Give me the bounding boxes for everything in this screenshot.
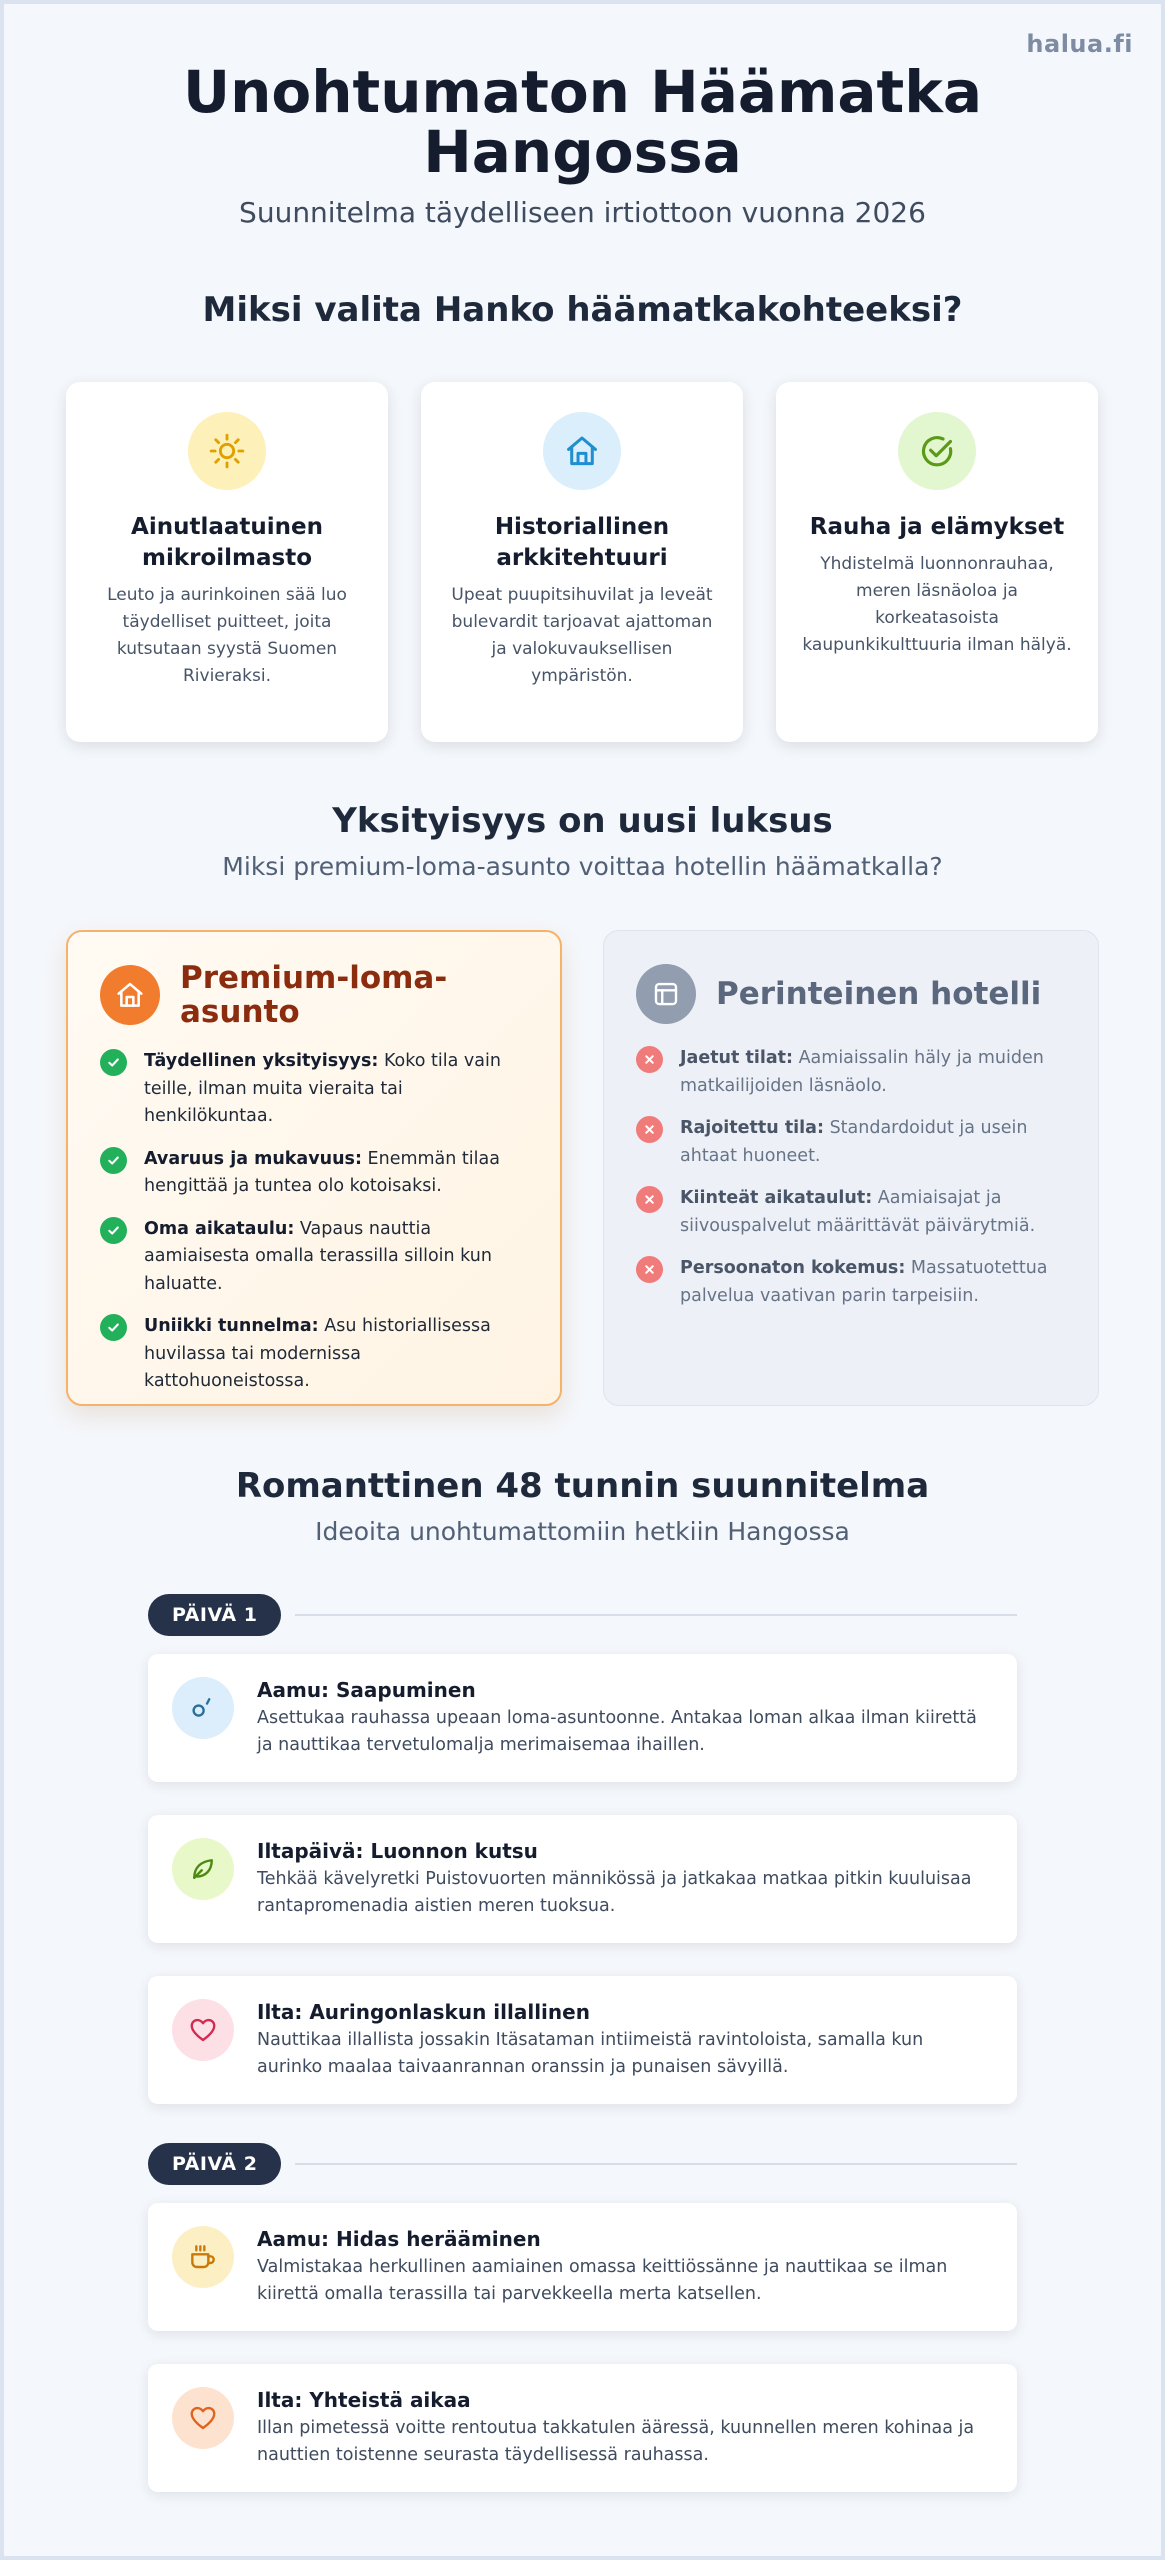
checkmark-icon [100,1147,127,1174]
check-circle-icon [898,412,976,490]
cross-icon [636,1186,663,1213]
divider-line [295,1614,1017,1616]
benefit-label: Oma aikataulu: [144,1218,295,1239]
feature-title: Historiallinen arkkitehtuuri [494,514,670,571]
drawback-text: Massatuotettua palvelua vaativan parin tarpeisiin. [680,1258,1048,1306]
checkmark-icon [100,1314,127,1341]
privacy-section-title: Yksityisyys on uusi luksus [332,801,833,841]
premium-title: Premium-loma-asunto [180,960,448,1030]
benefit-label: Avaruus ja mukavuus: [144,1148,362,1169]
feature-card-climate [66,382,388,742]
sun-icon [188,412,266,490]
list-item [100,1146,528,1201]
itinerary-title: Aamu: Hidas herääminen [257,2227,541,2251]
drawback-label: Jaetut tilat: [680,1048,794,1068]
privacy-section-subtitle: Miksi premium-loma-asunto voittaa hotellin häämatkalla? [222,852,943,881]
itinerary-item [148,1654,1017,1782]
list-item [636,1255,1066,1310]
hero [0,58,1165,229]
feature-card-architecture [421,382,743,742]
divider-line [295,2163,1017,2165]
itinerary-item [148,2364,1017,2492]
hotel-building-icon [636,964,696,1024]
drawback-text: Standardoidut ja usein ahtaat huoneet. [680,1118,1028,1166]
brand-logo[interactable]: halua.fi [1026,30,1133,58]
heart-icon [172,1999,234,2061]
house-icon [100,965,160,1025]
itinerary-item [148,1976,1017,2104]
page-subtitle: Suunnitelma täydelliseen irtiottoon vuonna 2026 [239,196,926,229]
drawback-label: Kiinteät aikataulut: [680,1188,873,1208]
itinerary-text: Nauttikaa illallista jossakin Itäsataman intiimeistä ravintoloista, samalla kun aurinko maalaa taivaanrannan oranssin ja punaisen sävyillä. [257,2030,924,2077]
feature-card-peace [776,382,1098,742]
drawback-text: Aamiaisajat ja siivouspalvelut määrittävät päivärytmiä. [680,1188,1036,1236]
sunrise-icon [172,1677,234,1739]
itinerary-text: Illan pimetessä voitte rentoutua takkatulen ääressä, kuunnellen meren kohinaa ja nauttien toistenne seurasta täydellisessä rauhassa. [257,2418,975,2465]
hotel-comparison-card [603,930,1099,1406]
itinerary-title: Ilta: Yhteistä aikaa [257,2388,471,2412]
cross-icon [636,1116,663,1143]
benefit-label: Uniikki tunnelma: [144,1316,319,1336]
itinerary-item [148,1815,1017,1943]
hotel-drawback-list [636,1045,1066,1310]
list-item [636,1045,1066,1100]
drawback-label: Persoonaton kokemus: [680,1258,906,1278]
benefit-text: Asu historiallisessa huvilassa tai modernissa kattohuoneistossa. [144,1316,491,1391]
itinerary-text: Valmistakaa herkullinen aamiainen omassa keittiössänne ja nauttikaa se ilman kiirettä omalla terassilla tai parvekkeella merta katsellen. [257,2257,948,2304]
checkmark-icon [100,1217,127,1244]
hotel-title: Perinteinen hotelli [716,976,1042,1012]
list-item [636,1185,1066,1240]
itinerary-text: Asettukaa rauhassa upeaan loma-asuntoonne. Antakaa loman alkaa ilman kiirettä ja nauttikaa tervetulomalja merimaisemaa ihaillen. [257,1708,977,1755]
premium-benefit-list [100,1048,528,1396]
list-item [100,1048,528,1131]
itinerary-title: Iltapäivä: Luonnon kutsu [257,1839,538,1863]
coffee-cup-icon [172,2226,234,2288]
day-badge: PÄIVÄ 1 [148,1594,281,1636]
list-item [636,1115,1066,1170]
heart-icon [172,2387,234,2449]
benefit-text: Vapaus nauttia aamiaisesta omalla terassilla silloin kun haluatte. [144,1218,492,1294]
feature-title: Ainutlaatuinen mikroilmasto [131,514,323,571]
cross-icon [636,1046,663,1073]
itinerary-title: Ilta: Auringonlaskun illallinen [257,2000,590,2024]
benefit-label: Täydellinen yksityisyys: [144,1051,379,1071]
leaf-icon [172,1838,234,1900]
house-icon [543,412,621,490]
plan-section-subtitle: Ideoita unohtumattomiin hetkiin Hangossa [315,1517,850,1546]
day-badge: PÄIVÄ 2 [148,2143,281,2185]
feature-text: Upeat puupitsihuvilat ja leveät bulevardit tarjoavat ajattoman ja valokuvauksellisen ympäristön. [451,585,713,686]
drawback-text: Aamiaissalin häly ja muiden matkailijoiden läsnäolo. [680,1048,1044,1096]
benefit-text: Enemmän tilaa hengittää ja tuntea olo kotoisaksi. [144,1148,500,1196]
day-divider [148,1594,1017,1636]
feature-text: Leuto ja aurinkoinen sää luo täydelliset puitteet, joita kutsutaan syystä Suomen Rivieraksi. [107,585,347,686]
benefit-text: Koko tila vain teille, ilman muita vieraita tai henkilökuntaa. [144,1051,501,1126]
list-item [100,1216,528,1299]
premium-comparison-card [66,930,562,1406]
list-item [100,1313,528,1396]
why-section-title: Miksi valita Hanko häämatkakohteeksi? [202,290,963,330]
drawback-label: Rajoitettu tila: [680,1118,824,1138]
cross-icon [636,1256,663,1283]
checkmark-icon [100,1049,127,1076]
itinerary-title: Aamu: Saapuminen [257,1678,476,1702]
day-divider [148,2143,1017,2185]
feature-title: Rauha ja elämykset [809,514,1065,540]
plan-section-title: Romanttinen 48 tunnin suunnitelma [235,1466,930,1506]
itinerary-text: Tehkää kävelyretki Puistovuorten männikössä ja jatkakaa matkaa pitkin kuuluisaa rantapromenadia aistien meren tuoksua. [257,1869,972,1916]
feature-text: Yhdistelmä luonnonrauhaa, meren läsnäoloa ja korkeatasoista kaupunkikulttuuria ilman hälyä. [802,554,1072,655]
page-title: Unohtumaton Häämatka Hangossa [182,58,982,186]
itinerary-item [148,2203,1017,2331]
